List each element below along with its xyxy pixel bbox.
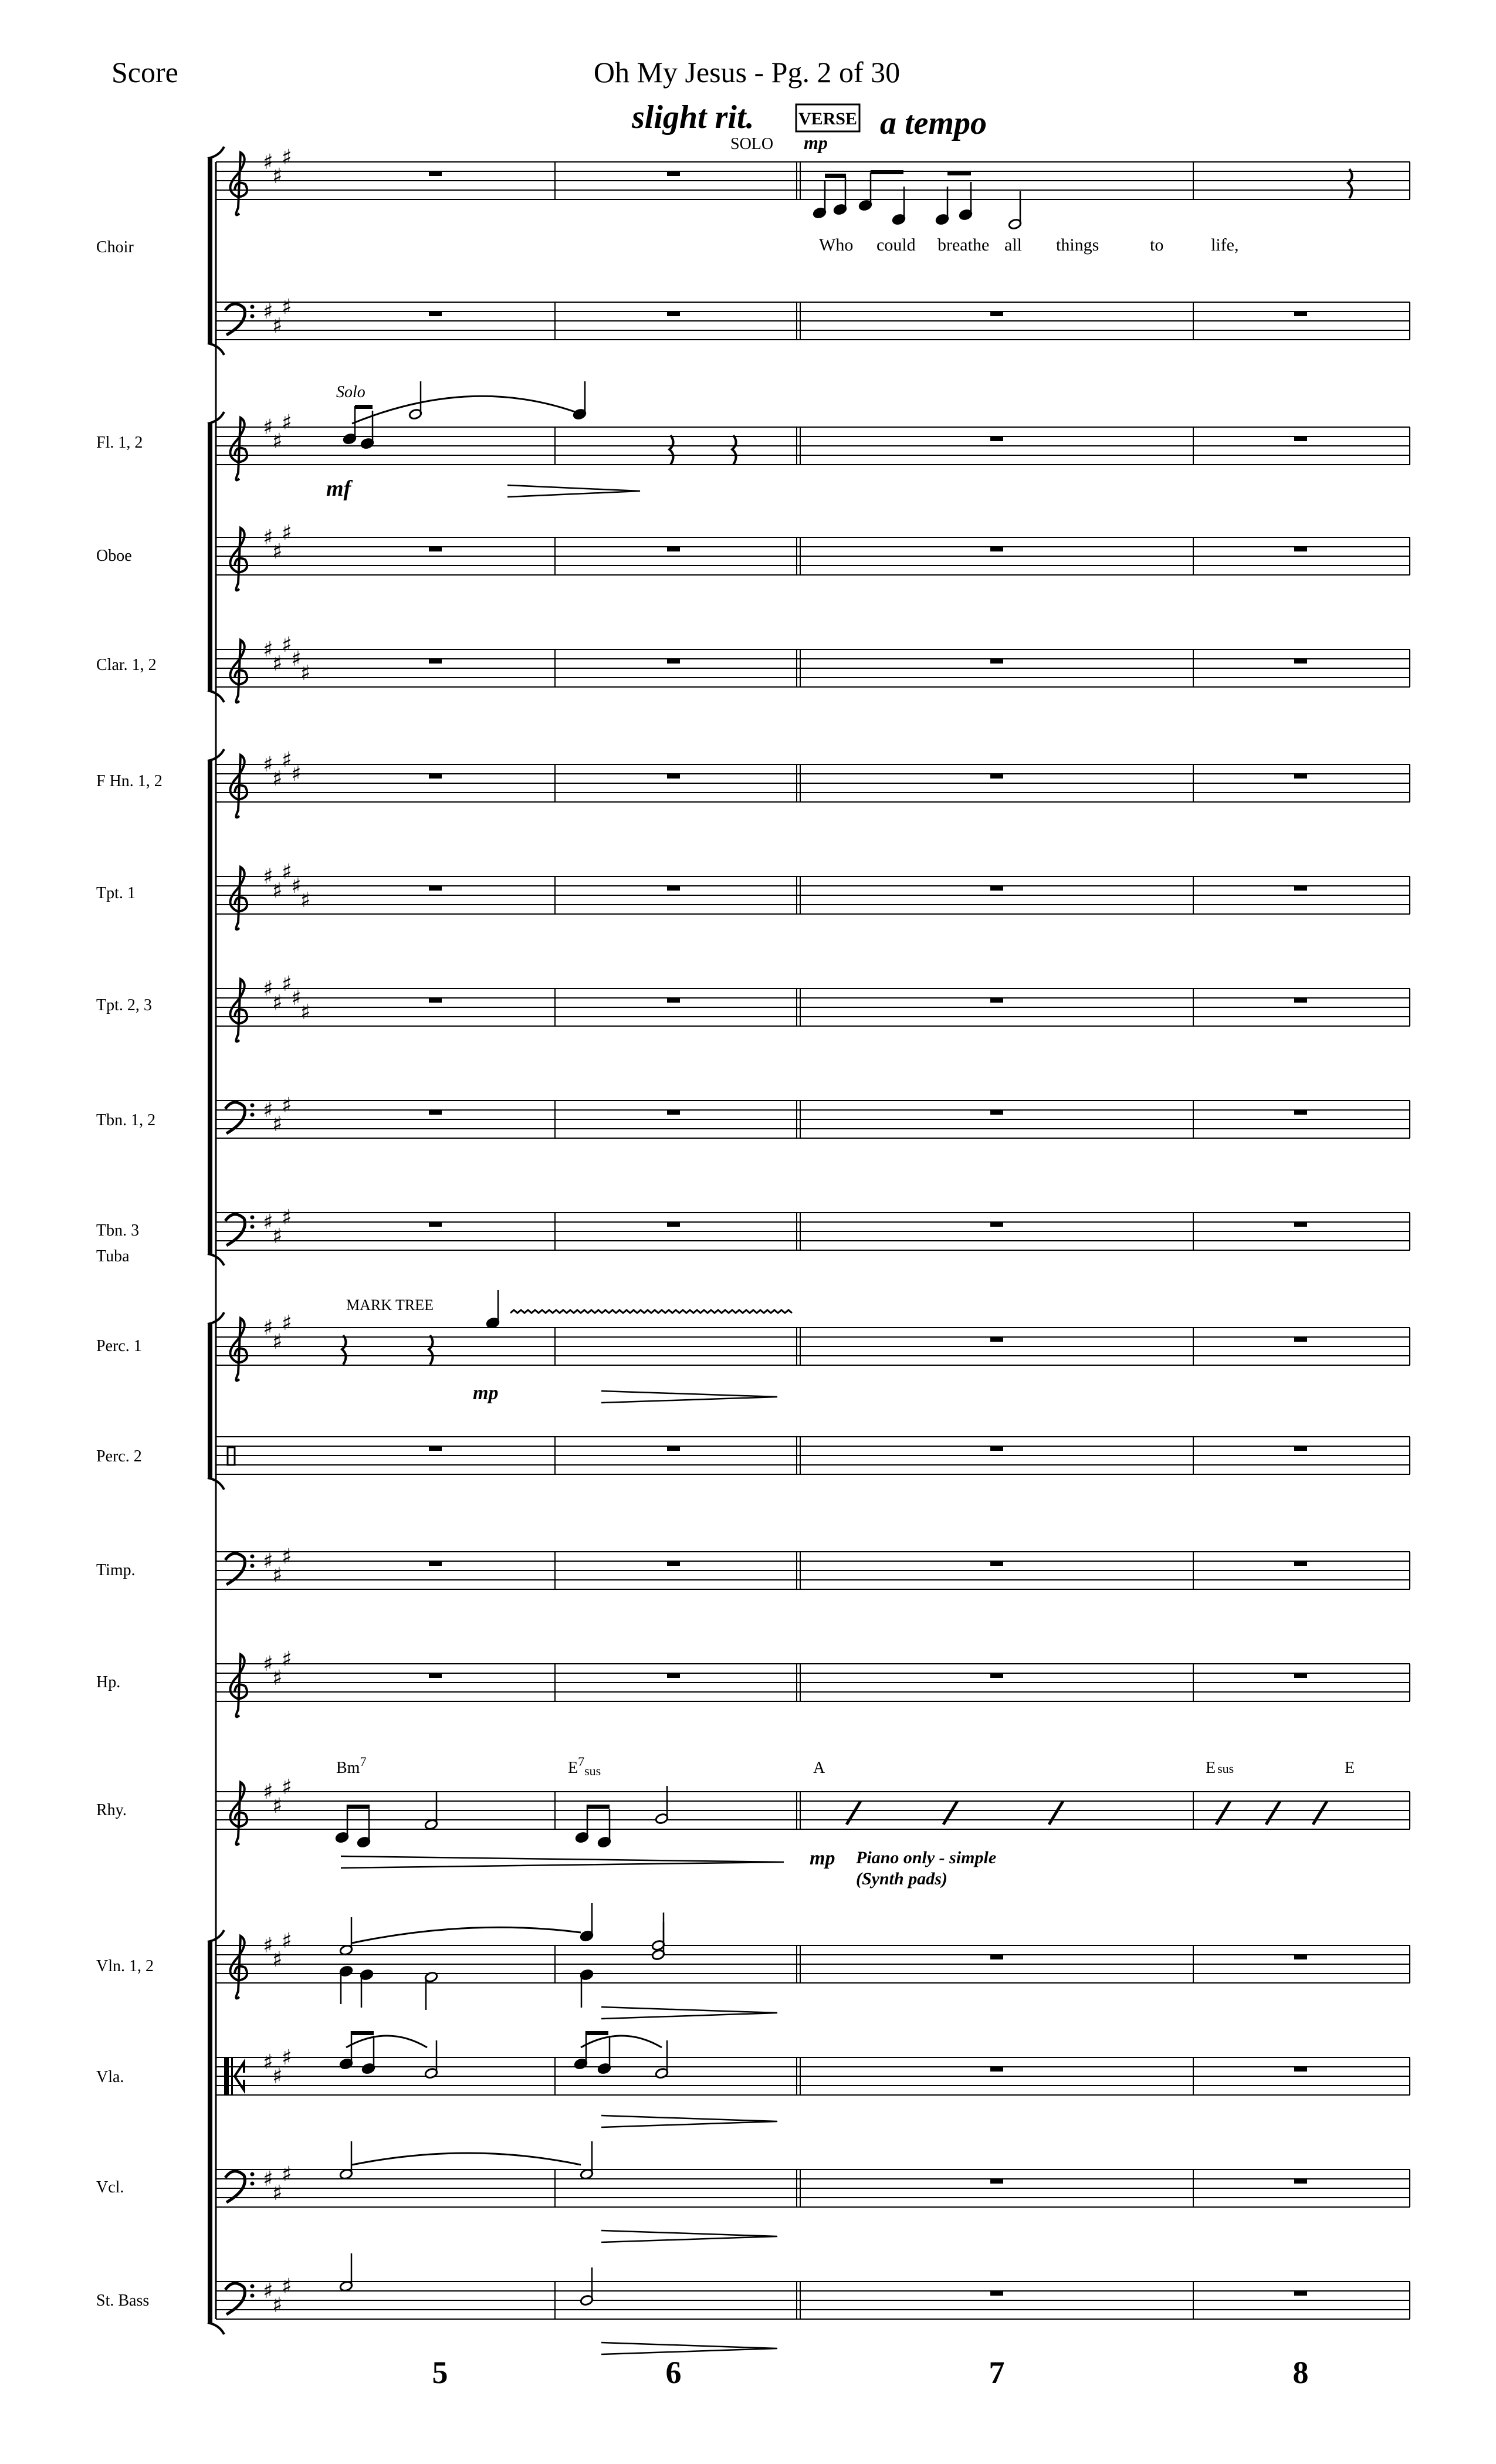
sharp-icon: ♯ — [282, 972, 292, 996]
sharp-icon: ♯ — [291, 874, 302, 898]
instrument-name: Tbn. 3 — [96, 1221, 140, 1240]
whole-rest — [990, 998, 1003, 1003]
whole-rest — [667, 312, 680, 316]
whole-rest — [1294, 1673, 1307, 1678]
sharp-icon: ♯ — [282, 2046, 292, 2070]
quarter-rest — [1348, 169, 1352, 198]
decrescendo-hairpin — [601, 1391, 777, 1403]
sharp-icon: ♯ — [272, 1794, 283, 1818]
whole-rest — [429, 1673, 442, 1678]
page-title: Oh My Jesus - Pg. 2 of 30 — [593, 56, 901, 89]
bass-clef-dot — [251, 1225, 255, 1229]
rhythm-instruction: Piano only - simple — [856, 1848, 997, 1867]
sharp-icon: ♯ — [272, 2293, 283, 2317]
beam — [871, 170, 903, 174]
sharp-icon: ♯ — [282, 1311, 292, 1335]
rhythm-slash — [1216, 1801, 1230, 1825]
beam — [587, 1805, 610, 1809]
rhythm-instruction-2: (Synth pads) — [856, 1869, 947, 1888]
sharp-icon: ♯ — [282, 860, 292, 884]
whole-rest — [429, 1110, 442, 1115]
decrescendo-hairpin — [601, 2231, 777, 2242]
decrescendo-hairpin — [507, 485, 640, 497]
choir-dynamic: mp — [804, 132, 828, 153]
whole-rest — [1294, 1222, 1307, 1227]
lyric: breathe — [937, 235, 990, 255]
sharp-icon: ♯ — [282, 295, 292, 319]
bracket — [208, 761, 212, 1254]
sharp-icon: ♯ — [263, 1098, 273, 1122]
instrument-name: Perc. 1 — [96, 1337, 142, 1355]
whole-rest — [667, 998, 680, 1003]
rehearsal-mark: VERSE — [798, 109, 858, 128]
alto-clef — [231, 2057, 233, 2095]
instrument-name: Clar. 1, 2 — [96, 656, 157, 674]
sharp-icon: ♯ — [272, 2064, 283, 2089]
sharp-icon: ♯ — [272, 1563, 283, 1588]
sharp-icon: ♯ — [263, 977, 273, 1001]
bass-clef-dot — [251, 2182, 255, 2186]
instrument-name: Tbn. 1, 2 — [96, 1111, 156, 1129]
sharp-icon: ♯ — [272, 314, 283, 338]
whole-rest — [1294, 1561, 1307, 1566]
sharp-icon: ♯ — [282, 1545, 292, 1569]
whole-rest — [990, 436, 1003, 441]
chord-symbol: A — [813, 1759, 825, 1777]
whole-rest — [667, 774, 680, 779]
sharp-icon: ♯ — [263, 2279, 273, 2303]
whole-rest — [1294, 547, 1307, 551]
lyrics — [819, 235, 1238, 255]
whole-rest — [667, 886, 680, 891]
instrument-name: Oboe — [96, 547, 132, 565]
whole-rest — [990, 2291, 1003, 2296]
whole-rest — [1294, 312, 1307, 316]
whole-rest — [429, 886, 442, 891]
sharp-icon: ♯ — [291, 762, 302, 786]
instrument-name: Hp. — [96, 1673, 121, 1691]
sharp-icon: ♯ — [272, 540, 283, 564]
sharp-icon: ♯ — [263, 300, 273, 324]
bass-clef-dot — [251, 2294, 255, 2298]
quarter-rest — [669, 435, 673, 465]
whole-rest — [990, 312, 1003, 316]
whole-rest — [667, 1110, 680, 1115]
instrument-name: St. Bass — [96, 2292, 150, 2310]
beam — [355, 405, 373, 409]
quarter-rest — [342, 1335, 346, 1365]
instrument-names — [96, 238, 163, 2310]
instrument-name: Vcl. — [96, 2178, 124, 2196]
whole-rest — [667, 547, 680, 551]
bass-clef-dot — [251, 1555, 255, 1559]
sharp-icon: ♯ — [263, 150, 273, 174]
sharp-icon: ♯ — [300, 888, 311, 912]
chord-symbol: $E^7_{sus}$ — [568, 1754, 601, 1778]
bracket — [208, 1942, 212, 2323]
rhythm-slash — [1266, 1801, 1280, 1825]
flute-dynamic: mf — [326, 476, 351, 501]
chord-symbols — [336, 1754, 1355, 1778]
instrument-name: Choir — [96, 238, 134, 256]
chord-symbol: E — [1345, 1759, 1355, 1777]
notation — [208, 145, 1410, 2354]
beam — [947, 171, 971, 175]
whole-rest — [990, 1446, 1003, 1451]
whole-rest — [429, 998, 442, 1003]
decrescendo-hairpin — [601, 2116, 777, 2127]
whole-rest — [990, 2179, 1003, 2184]
whole-rest — [990, 1222, 1003, 1227]
whole-rest — [1294, 998, 1307, 1003]
instrument-name: F Hn. 1, 2 — [96, 772, 163, 790]
instrument-name: Perc. 2 — [96, 1447, 142, 1465]
whole-rest — [429, 171, 442, 176]
whole-rest — [429, 1446, 442, 1451]
instrument-name: Vln. 1, 2 — [96, 1957, 154, 1975]
sharp-icon: ♯ — [263, 1316, 273, 1340]
bass-clef-dot — [251, 1113, 255, 1117]
whole-rest — [1294, 2179, 1307, 2184]
bass-clef-dot — [251, 2172, 255, 2177]
sharp-icon: ♯ — [272, 991, 283, 1015]
whole-rest — [990, 886, 1003, 891]
tempo-a-tempo: a tempo — [880, 105, 987, 141]
bracket — [208, 158, 212, 343]
lyric: all — [1004, 235, 1022, 255]
instrument-name: Tuba — [96, 1247, 130, 1265]
beam — [825, 174, 846, 178]
glissando-trill-line — [510, 1310, 792, 1313]
whole-rest — [990, 774, 1003, 779]
whole-rest — [429, 547, 442, 551]
sharp-icon: ♯ — [263, 415, 273, 439]
whole-rest — [990, 1955, 1003, 1959]
sharp-icon: ♯ — [272, 1948, 283, 1972]
whole-rest — [667, 1561, 680, 1566]
sharp-icon: ♯ — [282, 1094, 292, 1118]
sharp-icon: ♯ — [291, 986, 302, 1010]
chord-symbol: E sus — [1206, 1759, 1234, 1777]
instrument-name: Tpt. 1 — [96, 884, 136, 902]
sharp-icon: ♯ — [272, 652, 283, 676]
whole-rest — [1294, 886, 1307, 891]
solo-label: SOLO — [730, 135, 774, 153]
lyric: could — [876, 235, 916, 255]
whole-rest — [990, 1110, 1003, 1115]
sharp-icon: ♯ — [263, 1549, 273, 1573]
whole-rest — [990, 547, 1003, 551]
chord-symbol: Bm$^7$ — [336, 1754, 367, 1777]
sharp-icon: ♯ — [282, 2162, 292, 2187]
sharp-icon: ♯ — [291, 647, 302, 671]
tie — [352, 1927, 581, 1943]
perc1-dynamic: mp — [473, 1382, 499, 1404]
sharp-icon: ♯ — [263, 1652, 273, 1676]
beam — [347, 1805, 370, 1809]
sharp-icon: ♯ — [263, 1210, 273, 1234]
whole-rest — [1294, 774, 1307, 779]
sharp-icon: ♯ — [272, 1112, 283, 1136]
sharp-icon: ♯ — [272, 164, 283, 188]
whole-rest — [1294, 1955, 1307, 1959]
sharp-icon: ♯ — [263, 2167, 273, 2191]
bass-clef-dot — [251, 305, 255, 309]
sharp-icon: ♯ — [272, 767, 283, 791]
whole-rest — [990, 1561, 1003, 1566]
bass-clef-dot — [251, 1104, 255, 1108]
sharp-icon: ♯ — [272, 1666, 283, 1690]
sharp-icon: ♯ — [263, 2050, 273, 2074]
whole-rest — [667, 171, 680, 176]
whole-rest — [1294, 2291, 1307, 2296]
instrument-name: Vla. — [96, 2068, 124, 2086]
sharp-icon: ♯ — [282, 633, 292, 657]
measure-number: 6 — [665, 2355, 682, 2390]
sharp-icon: ♯ — [272, 429, 283, 453]
decrescendo-hairpin — [601, 2343, 777, 2354]
sharp-icon: ♯ — [272, 879, 283, 903]
bracket — [208, 424, 212, 691]
sharp-icon: ♯ — [263, 526, 273, 550]
sharp-icon: ♯ — [282, 521, 292, 545]
rhythm-slash — [1049, 1801, 1063, 1825]
whole-rest — [429, 1222, 442, 1227]
whole-rest — [1294, 1110, 1307, 1115]
sharp-icon: ♯ — [300, 1000, 311, 1024]
beam — [351, 2031, 374, 2035]
bass-clef-dot — [251, 314, 255, 319]
whole-rest — [429, 659, 442, 664]
sharp-icon: ♯ — [272, 2181, 283, 2205]
sharp-icon: ♯ — [263, 1780, 273, 1804]
flute-solo-label: Solo — [336, 383, 365, 401]
slur — [581, 2036, 662, 2047]
sharp-icon: ♯ — [300, 661, 311, 685]
lyric: life, — [1211, 235, 1239, 255]
measure-number: 5 — [432, 2355, 448, 2390]
slur — [352, 396, 575, 424]
instrument-name: Fl. 1, 2 — [96, 434, 143, 452]
rhythm-dynamic: mp — [810, 1847, 835, 1869]
sharp-icon: ♯ — [263, 865, 273, 889]
bass-clef-dot — [251, 1216, 255, 1220]
quarter-rest — [732, 435, 736, 465]
lyric: things — [1056, 235, 1099, 255]
whole-rest — [429, 1561, 442, 1566]
quarter-rest — [429, 1335, 433, 1365]
tempo-slight-rit: slight rit. — [632, 99, 754, 136]
alto-clef — [224, 2057, 229, 2095]
sharp-icon: ♯ — [263, 1934, 273, 1958]
sharp-icon: ♯ — [263, 753, 273, 777]
sharp-icon: ♯ — [282, 1929, 292, 1953]
decrescendo-hairpin — [341, 1856, 784, 1868]
whole-rest — [667, 1446, 680, 1451]
sharp-icon: ♯ — [282, 1647, 292, 1671]
instrument-name: Timp. — [96, 1561, 136, 1579]
sharp-icon: ♯ — [272, 1224, 283, 1248]
lyric: Who — [819, 235, 854, 255]
slur — [346, 2036, 427, 2047]
whole-rest — [1294, 659, 1307, 664]
whole-rest — [990, 659, 1003, 664]
whole-rest — [990, 2067, 1003, 2072]
whole-rest — [429, 774, 442, 779]
perc1-instrument-label: MARK TREE — [346, 1297, 434, 1314]
sharp-icon: ♯ — [282, 1206, 292, 1230]
sharp-icon: ♯ — [282, 748, 292, 772]
whole-rest — [667, 1222, 680, 1227]
bass-clef-dot — [251, 1564, 255, 1568]
sharp-icon: ♯ — [282, 411, 292, 435]
whole-rest — [1294, 2067, 1307, 2072]
decrescendo-hairpin — [601, 2007, 777, 2019]
rhythm-slash — [847, 1801, 861, 1825]
bass-clef-dot — [251, 2284, 255, 2289]
whole-rest — [1294, 1337, 1307, 1342]
rhythm-slash — [943, 1801, 957, 1825]
whole-rest — [990, 1673, 1003, 1678]
sharp-icon: ♯ — [272, 1330, 283, 1354]
whole-rest — [1294, 1446, 1307, 1451]
tie — [352, 2153, 581, 2165]
sharp-icon: ♯ — [282, 145, 292, 170]
instrument-name: Rhy. — [96, 1801, 127, 1819]
whole-rest — [429, 312, 442, 316]
bracket — [208, 1324, 212, 1478]
whole-rest — [667, 1673, 680, 1678]
score-label: Score — [111, 56, 178, 89]
bracket-hook — [208, 147, 224, 158]
lyric: to — [1150, 235, 1164, 255]
measure-numbers — [432, 2355, 1309, 2390]
sharp-icon: ♯ — [263, 638, 273, 662]
measure-number: 8 — [1292, 2355, 1309, 2390]
sharp-icon: ♯ — [282, 1775, 292, 1799]
whole-rest — [667, 659, 680, 664]
bracket-hook — [208, 2323, 224, 2334]
rhythm-slash — [1313, 1801, 1327, 1825]
whole-rest — [1294, 436, 1307, 441]
whole-rest — [990, 1337, 1003, 1342]
measure-number: 7 — [989, 2355, 1005, 2390]
instrument-name: Tpt. 2, 3 — [96, 996, 152, 1014]
beam — [586, 2031, 608, 2035]
sharp-icon: ♯ — [282, 2275, 292, 2299]
